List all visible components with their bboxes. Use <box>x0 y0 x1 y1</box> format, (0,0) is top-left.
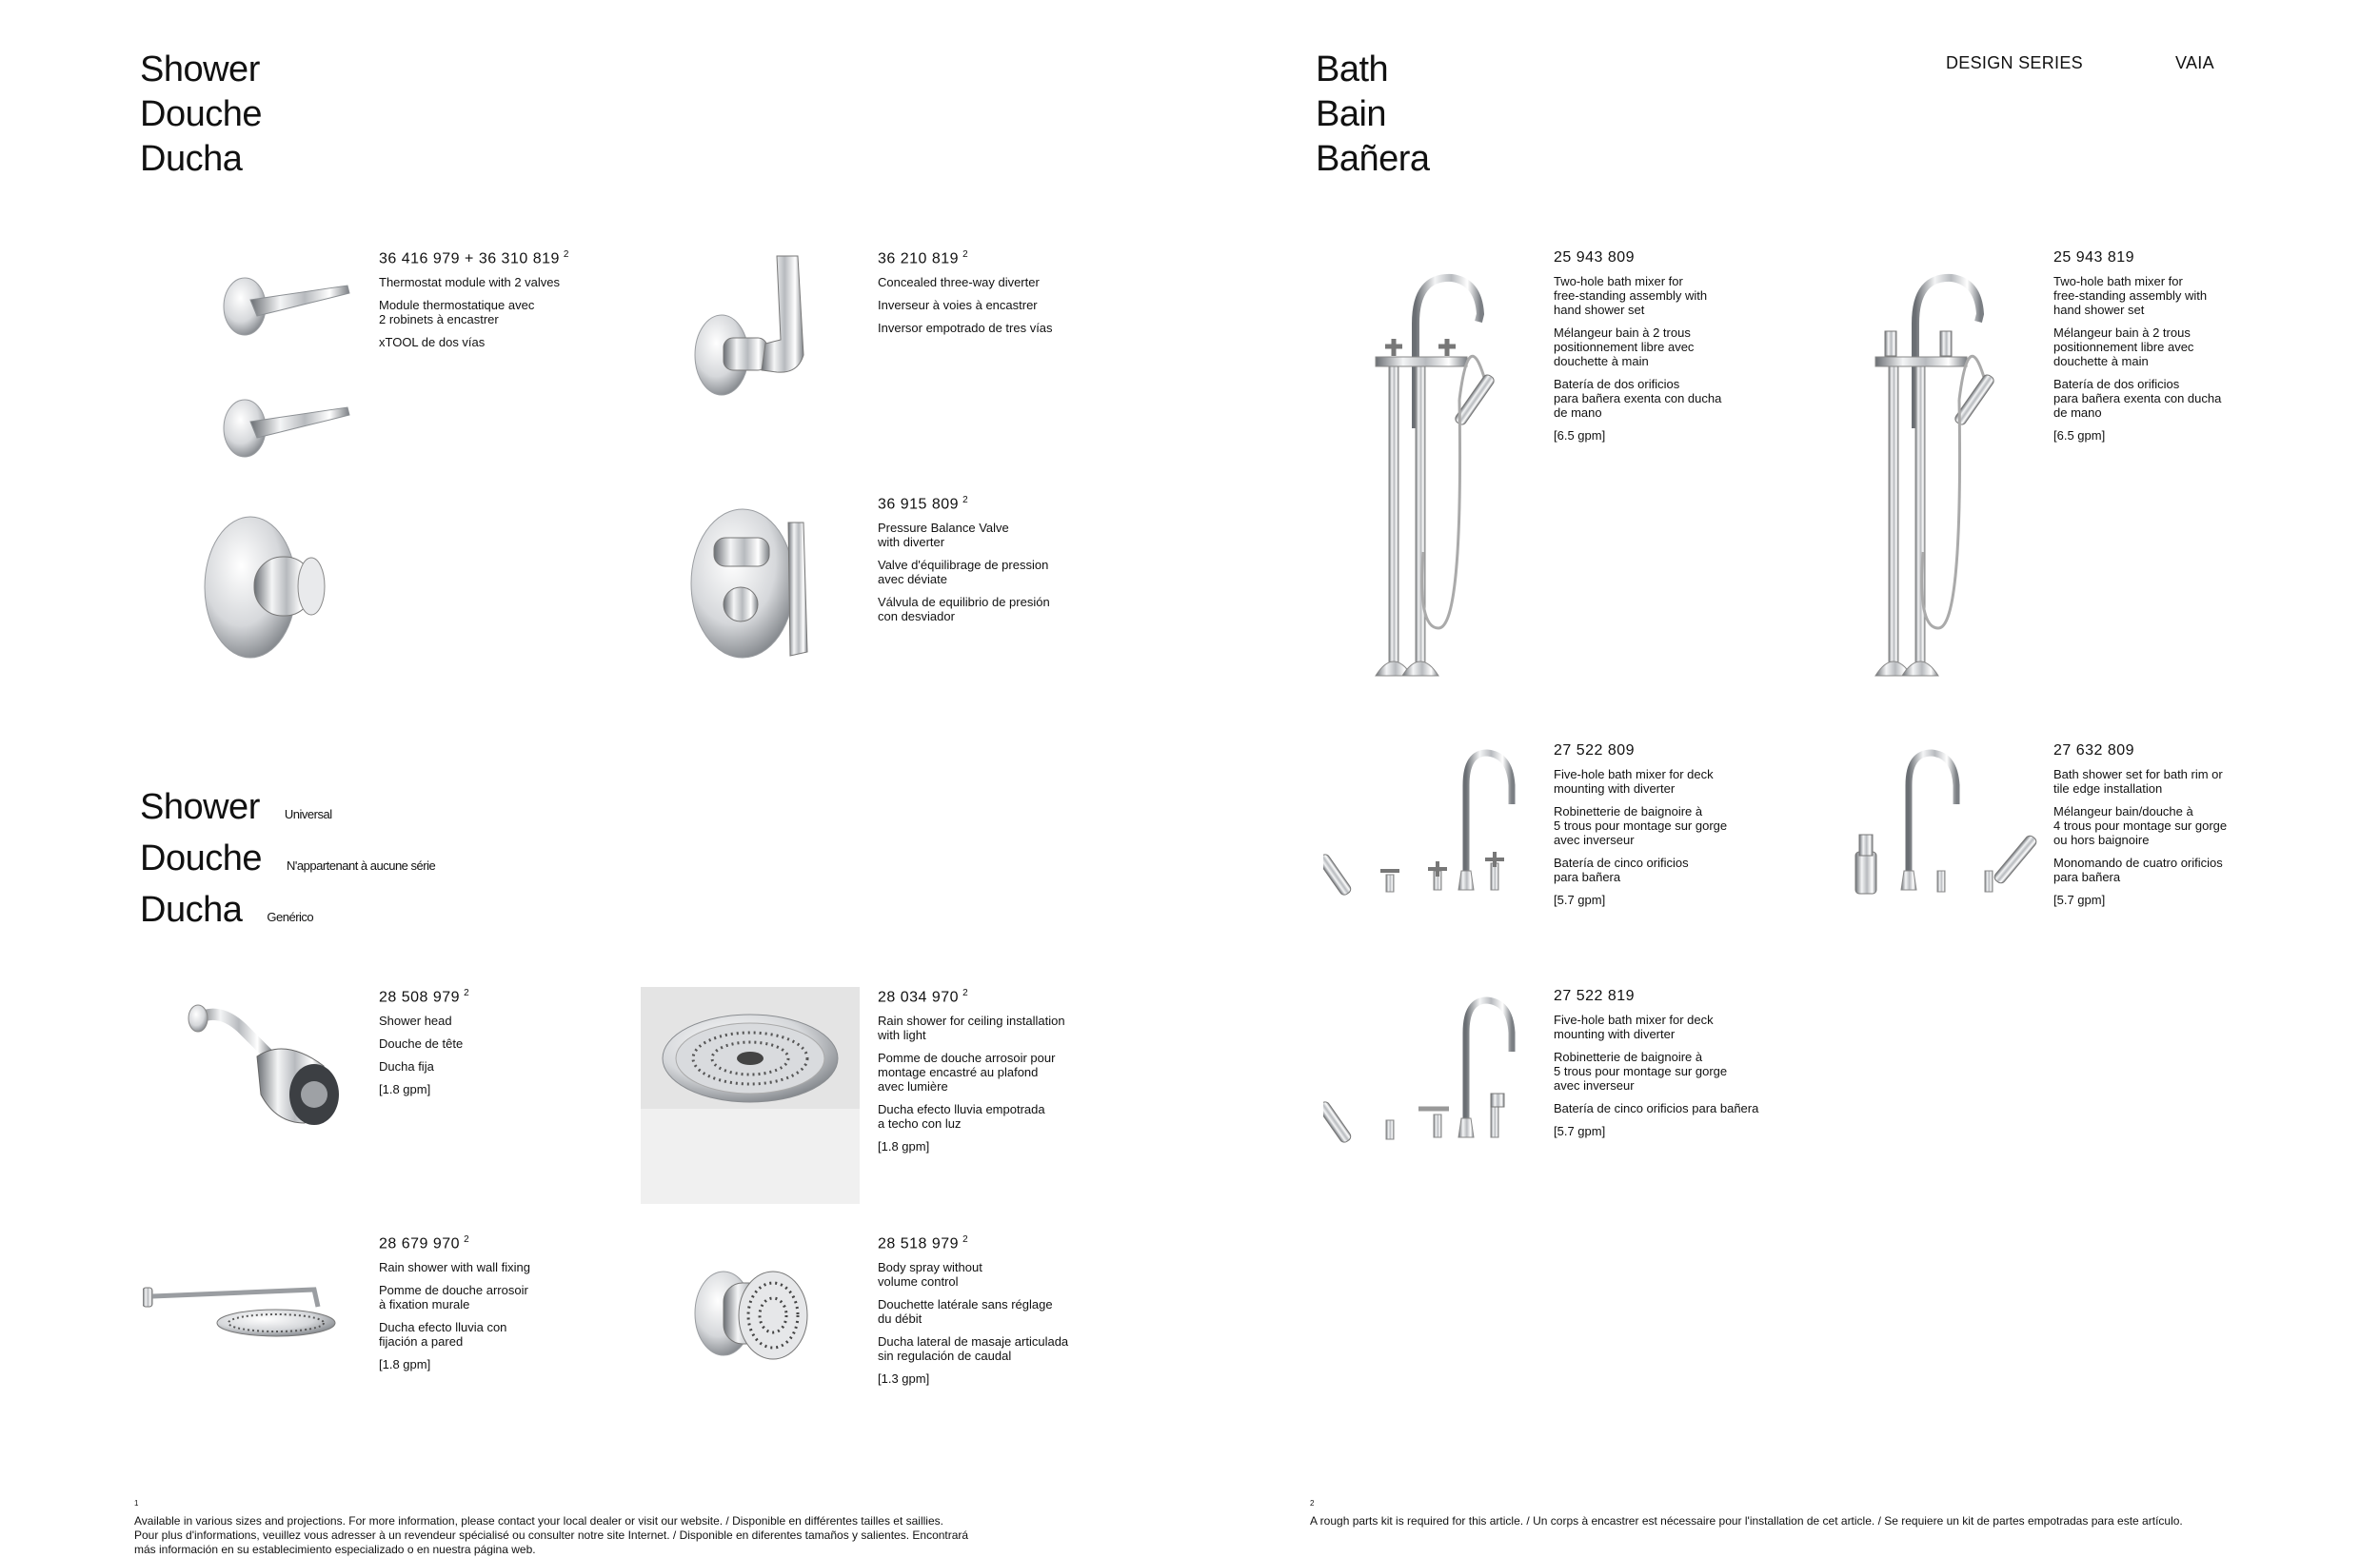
four-hole-bath-mixer-icon <box>1842 747 2061 909</box>
product-desc-es: Inversor empotrado de tres vías <box>878 321 1053 336</box>
product-p9 <box>2053 249 2301 451</box>
product-desc-es: Ducha lateral de masaje articulada sin regulación de caudal <box>878 1334 1069 1364</box>
footnote-left <box>134 1482 1124 1557</box>
product-code: 27 522 819 <box>1554 988 1636 1004</box>
footnote-marker: 1 <box>134 1499 139 1508</box>
product-code: 28 034 970 $^2$ <box>878 988 969 1006</box>
heading-line: Ducha <box>140 139 243 179</box>
product-code: 25 943 819 <box>2053 249 2135 266</box>
thermostat-valve-icon <box>205 257 357 476</box>
product-p5 <box>878 988 1125 1162</box>
product-desc-en: Thermostat module with 2 valves <box>379 275 561 290</box>
body-spray-icon <box>685 1254 819 1378</box>
product-desc-fr: Robinetterie de baignoire à 5 trous pour montage sur gorge avec inverseur <box>1554 804 1728 847</box>
product-code: 36 210 819 $^2$ <box>878 249 969 267</box>
product-code: 27 522 809 <box>1554 742 1636 759</box>
product-code: 36 416 979 + 36 310 819 $^2$ <box>379 249 569 267</box>
product-desc-es: Batería de dos orificios para bañera exenta con ducha de mano <box>1554 377 1722 420</box>
product-desc-en: Shower head <box>379 1014 452 1029</box>
universal-heading-row <box>140 888 435 939</box>
product-p3 <box>878 495 1125 632</box>
five-hole-bath-mixer-icon <box>1323 747 1542 909</box>
product-flow: [1.8 gpm] <box>878 1139 930 1154</box>
product-flow: [1.3 gpm] <box>878 1371 930 1387</box>
product-desc-fr: Mélangeur bain à 2 trous positionnement libre avec douchette à main <box>1554 325 1695 368</box>
heading-line: Douche <box>140 94 262 134</box>
product-desc-en: Pressure Balance Valve with diverter <box>878 521 1009 550</box>
bath-heading <box>1316 48 1430 182</box>
product-desc-fr: Douche de tête <box>379 1036 464 1052</box>
footnote-text: A rough parts kit is required for this article. / Un corps à encastrer est nécessaire pour l'installation de cet article. / Se requiere un kit de partes empotradas para este artículo. <box>1310 1514 2183 1528</box>
footnote-marker: 2 <box>1310 1499 1315 1508</box>
product-flow: [1.8 gpm] <box>379 1082 431 1097</box>
heading-note: Genérico <box>267 910 314 924</box>
product-desc-es: Válvula de equilibrio de presión con desviador <box>878 595 1050 624</box>
universal-heading <box>140 785 435 939</box>
product-code: 28 508 979 $^2$ <box>379 988 470 1006</box>
pressure-balance-valve-icon <box>685 500 819 661</box>
heading-line: Bath <box>1316 49 1389 89</box>
design-series-label: DESIGN SERIES <box>1946 53 2083 72</box>
universal-heading-row <box>140 837 435 888</box>
product-p12 <box>1554 988 1839 1147</box>
product-desc-en: Rain shower with wall fixing <box>379 1260 530 1275</box>
product-desc-en: Body spray without volume control <box>878 1260 982 1290</box>
heading-word: Douche <box>140 838 262 878</box>
heading-line: Shower <box>140 49 260 89</box>
product-desc-fr: Mélangeur bain à 2 trous positionnement libre avec douchette à main <box>2053 325 2194 368</box>
product-p11 <box>2053 742 2301 916</box>
product-code: 28 679 970 $^2$ <box>379 1234 470 1252</box>
product-code: 28 518 979 $^2$ <box>878 1234 969 1252</box>
product-desc-es: xTOOL de dos vías <box>379 335 486 350</box>
shower-heading <box>140 48 262 182</box>
heading-line: Bañera <box>1316 139 1430 179</box>
product-desc-fr: Pomme de douche arrosoir à fixation murale <box>379 1283 528 1312</box>
footnote-right <box>1310 1482 2357 1528</box>
product-desc-fr: Valve d'équilibrage de pression avec déviate <box>878 558 1049 587</box>
shower-head-icon <box>181 999 352 1142</box>
product-desc-en: Two-hole bath mixer for free-standing assembly with hand shower set <box>1554 274 1708 317</box>
product-desc-en: Five-hole bath mixer for deck mounting with diverter <box>1554 1013 1714 1041</box>
product-p1 <box>379 249 626 358</box>
series-name: VAIA <box>2175 53 2214 72</box>
ceiling-rain-shower-icon <box>641 987 860 1204</box>
product-desc-fr: Robinetterie de baignoire à 5 trous pour montage sur gorge avec inverseur <box>1554 1050 1728 1093</box>
freestanding-bath-mixer-icon <box>1357 266 1499 695</box>
product-desc-en: Two-hole bath mixer for free-standing assembly with hand shower set <box>2053 274 2208 317</box>
thermostat-valve-icon <box>195 509 338 661</box>
product-desc-en: Concealed three-way diverter <box>878 275 1040 290</box>
product-flow: [5.7 gpm] <box>1554 893 1606 907</box>
heading-word: Shower <box>140 787 260 827</box>
freestanding-bath-mixer-icon <box>1856 266 1999 695</box>
product-desc-fr: Mélangeur bain/douche à 4 trous pour montage sur gorge ou hors baignoire <box>2053 804 2228 847</box>
product-desc-fr: Inverseur à voies à encastrer <box>878 298 1038 313</box>
product-flow: [6.5 gpm] <box>1554 428 1606 443</box>
diverter-handle-icon <box>685 252 819 404</box>
product-desc-es: Batería de cinco orificios para bañera <box>1554 1101 1759 1115</box>
product-flow: [5.7 gpm] <box>1554 1124 1606 1138</box>
product-desc-es: Monomando de cuatro orificios para bañera <box>2053 856 2223 884</box>
product-p7 <box>878 1234 1125 1394</box>
product-code: 25 943 809 <box>1554 249 1636 266</box>
product-desc-fr: Douchette latérale sans réglage du débit <box>878 1297 1053 1327</box>
product-flow: [6.5 gpm] <box>2053 428 2106 443</box>
product-p8 <box>1554 249 1801 451</box>
five-hole-bath-mixer-icon <box>1323 995 1542 1156</box>
product-p10 <box>1554 742 1801 916</box>
product-desc-en: Rain shower for ceiling installation with light <box>878 1014 1065 1043</box>
product-desc-es: Batería de dos orificios para bañera exenta con ducha de mano <box>2053 377 2222 420</box>
heading-note: N'appartenant à aucune série <box>287 858 436 873</box>
product-p2 <box>878 249 1125 344</box>
universal-heading-row <box>140 785 435 837</box>
product-p6 <box>379 1234 626 1380</box>
footnote-text: Available in various sizes and projections. For more information, please contact your local dealer or visit our website. / Disponible en différentes tailles et saillies. Pour plus d'informations, veuillez vous adresser à un revendeur spécialisé ou consulter notre site Internet. / Disponible en diferentes tamaños y salientes. Encontrará más información en su establecimiento especializado o en nuestra página web. <box>134 1514 969 1556</box>
product-p4 <box>379 988 626 1105</box>
product-code: 27 632 809 <box>2053 742 2135 759</box>
product-desc-en: Bath shower set for bath rim or tile edge installation <box>2053 767 2223 796</box>
product-flow: [5.7 gpm] <box>2053 893 2106 907</box>
product-desc-fr: Pomme de douche arrosoir pour montage encastré au plafond avec lumière <box>878 1051 1056 1095</box>
heading-note: Universal <box>284 807 332 821</box>
heading-line: Bain <box>1316 94 1387 134</box>
product-code: 36 915 809 $^2$ <box>878 495 969 513</box>
product-flow: [1.8 gpm] <box>379 1357 431 1372</box>
product-desc-es: Batería de cinco orificios para bañera <box>1554 856 1689 884</box>
heading-word: Ducha <box>140 890 243 930</box>
product-desc-es: Ducha efecto lluvia con fijación a pared <box>379 1320 507 1350</box>
product-desc-es: Ducha efecto lluvia empotrada a techo con luz <box>878 1102 1045 1132</box>
product-desc-fr: Module thermostatique avec 2 robinets à encastrer <box>379 298 535 327</box>
product-desc-en: Five-hole bath mixer for deck mounting with diverter <box>1554 767 1714 796</box>
product-desc-es: Ducha fija <box>379 1059 434 1075</box>
wall-rain-shower-icon <box>143 1271 343 1347</box>
